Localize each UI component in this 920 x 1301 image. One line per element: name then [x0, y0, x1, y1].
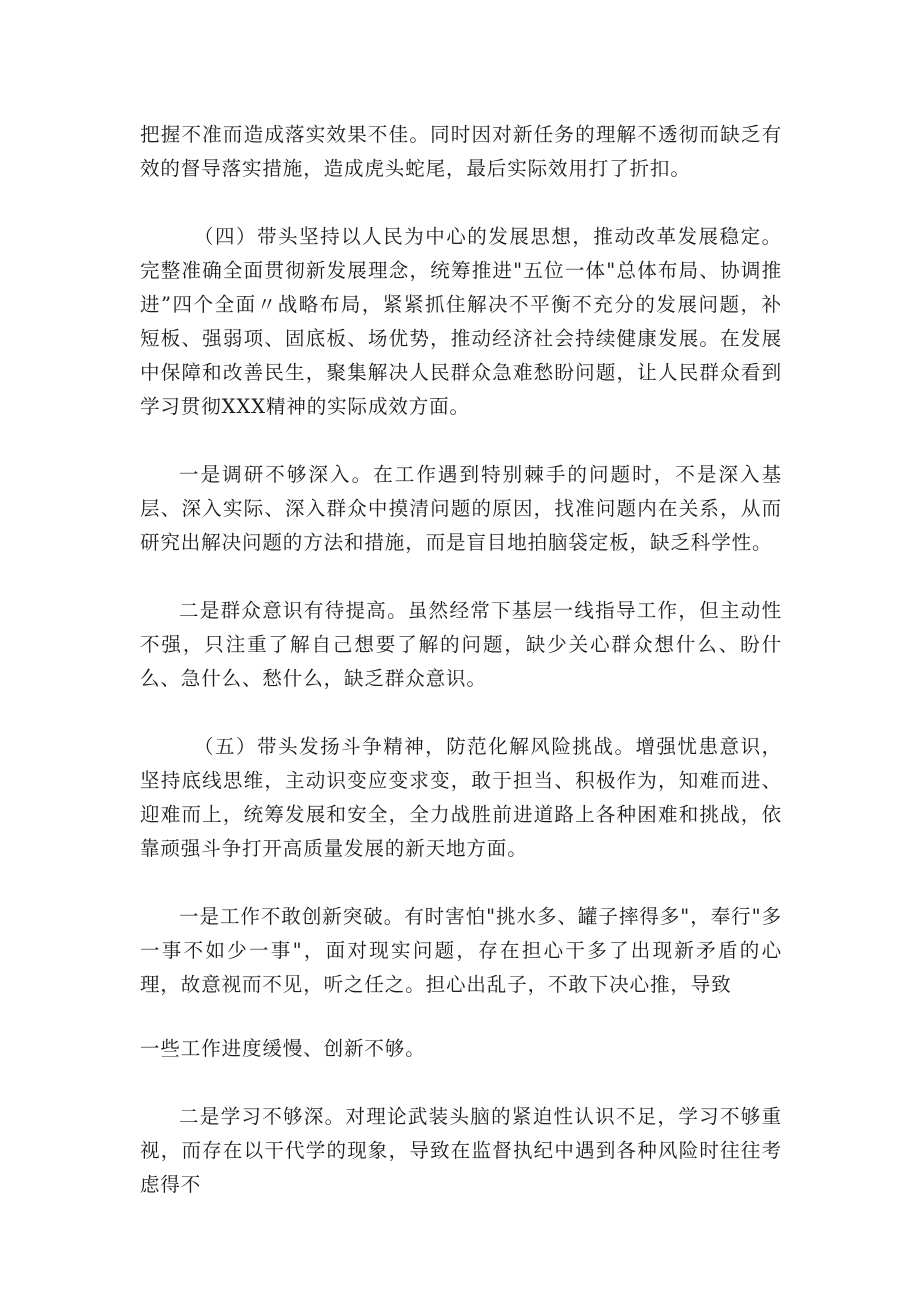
section-paragraph-five: （五）带头发扬斗争精神，防范化解风险挑战。增强忧患意识，坚持底线思维，主动识变应变求变，敢于担当、积极作为，知难而进、迎难而上，统筹发展和安全，全力战胜前进道路上各种困难和挑战，依靠顽强斗争打开高质量发展的新天地方面。: [140, 735, 782, 860]
paragraph-spacer: [140, 866, 782, 900]
document-body: [140, 118, 782, 1202]
sub-paragraph-study: 二是学习不够深。对理论武装头脑的紧迫性认识不足，学习不够重视，而存在以干代学的现象，导致在监督执纪中遇到各种风险时往往考虑得不: [140, 1105, 782, 1196]
sub-paragraph-mass-awareness: 二是群众意识有待提高。虽然经常下基层一线指导工作，但主动性不强，只注重了解自己想要了解的问题，缺少关心群众想什么、盼什么、急什么、愁什么，缺乏群众意识。: [140, 599, 782, 690]
section-paragraph-four: （四）带头坚持以人民为中心的发展思想，推动改革发展稳定。完整准确全面贯彻新发展理念，统筹推进"五位一体"总体布局、协调推进”四个全面〃战略布局，紧紧抓住解决不平衡不充分的发展问题，补短板、强弱项、固底板、场优势，推动经济社会持续健康发展。在发展中保障和改善民生，聚集解决人民群众急难愁盼问题，让人民群众看到学习贯彻XXX精神的实际成效方面。: [140, 225, 782, 418]
paragraph-spacer: [140, 186, 782, 220]
paragraph-fragment: 一些工作进度缓慢、创新不够。: [140, 1037, 426, 1060]
paragraph-spacer: [140, 696, 782, 730]
paragraph-spacer: [140, 1066, 782, 1100]
paragraph-spacer: [140, 424, 782, 458]
sub-paragraph-innovation: 一是工作不敢创新突破。有时害怕"挑水多、罐子摔得多"，奉行"多一事不如少一事"，面对现实问题，存在担心干多了出现新矛盾的心理，故意视而不见，听之任之。担心出乱子，不敢下决心推，导致: [140, 905, 782, 996]
sub-paragraph-research: 一是调研不够深入。在工作遇到特别棘手的问题时，不是深入基层、深入实际、深入群众中摸清问题的原因，找准问题内在关系，从而研究出解决问题的方法和措施，而是盲目地拍脑袋定板，缺乏科学性。: [140, 463, 782, 554]
paragraph-continuation: 把握不准而造成落实效果不佳。同时因对新任务的理解不透彻而缺乏有效的督导落实措施，造成虎头蛇尾，最后实际效用打了折扣。: [140, 123, 782, 180]
paragraph-spacer: [140, 1002, 782, 1032]
paragraph-spacer: [140, 560, 782, 594]
